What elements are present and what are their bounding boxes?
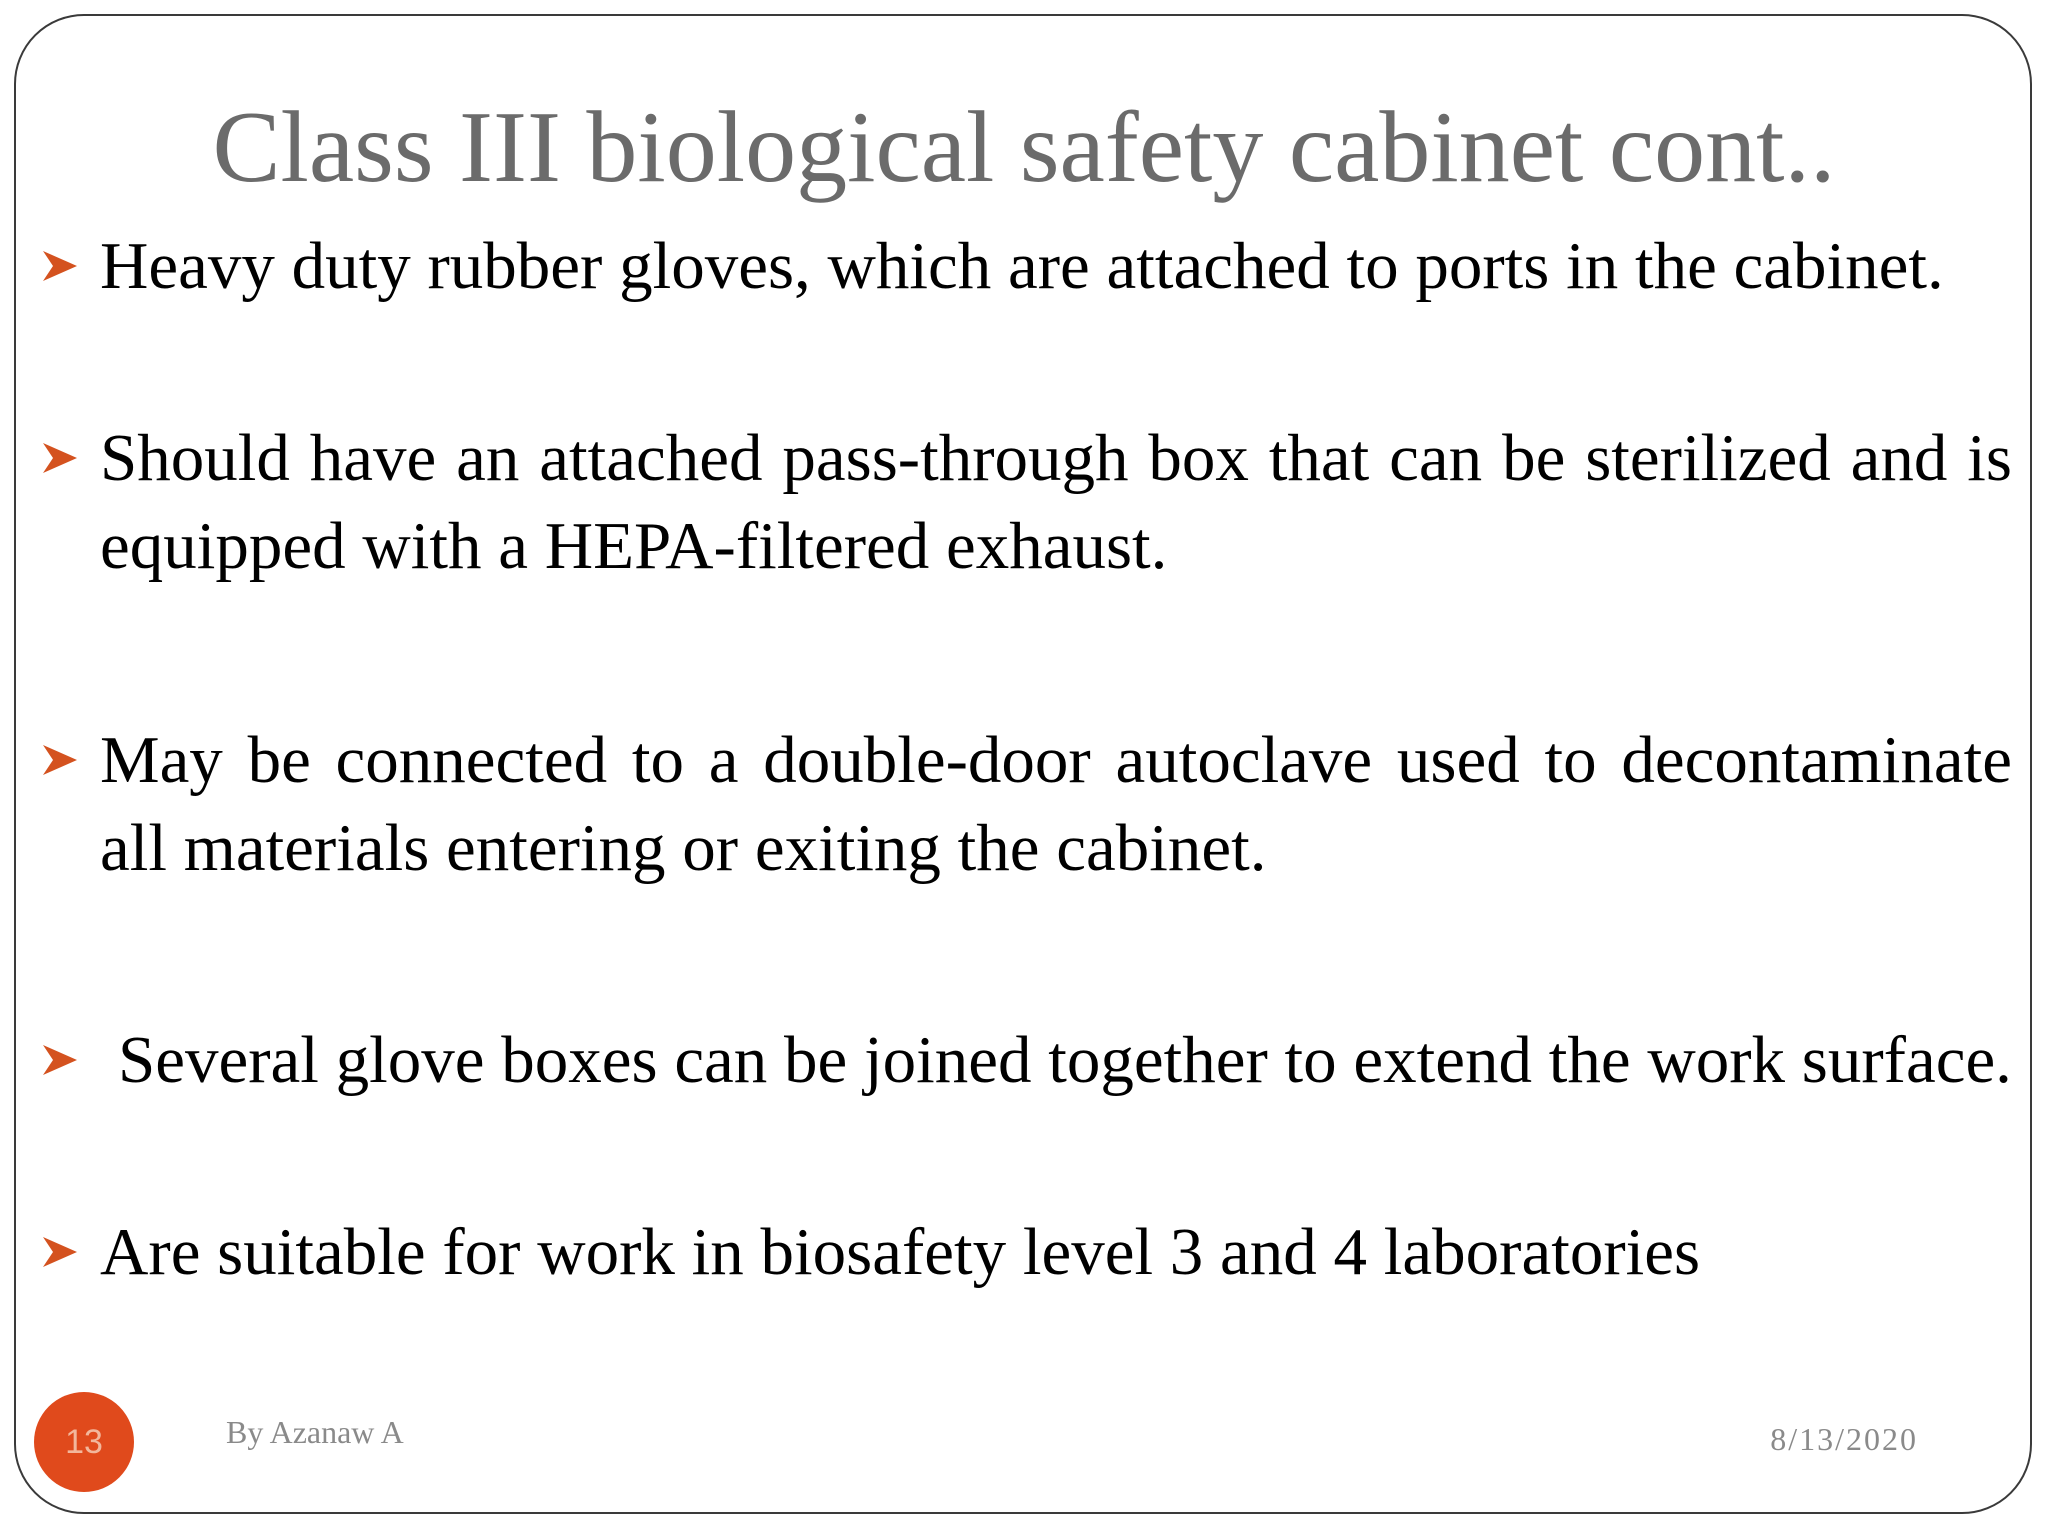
- footer-date: 8/13/2020: [1770, 1421, 1918, 1457]
- bullet-item: [40, 222, 2012, 310]
- arrowhead-bullet-icon: [40, 1208, 100, 1296]
- arrowhead-bullet-icon: [40, 414, 100, 502]
- footer-author: By Azanaw A: [226, 1414, 404, 1450]
- bullet-text: Should have an attached pass-through box that can be sterilized and is equipped with a HEPA-filtered exhaust.: [100, 421, 2012, 583]
- bullet-text: Heavy duty rubber gloves, which are attached to ports in the cabinet.: [100, 229, 1944, 303]
- bullet-item: [40, 1016, 2012, 1104]
- slide-title: Class III biological safety cabinet cont..: [212, 91, 1836, 204]
- bullet-item: [40, 1208, 2012, 1296]
- bullet-text: Are suitable for work in biosafety level 3 and 4 laboratories: [100, 1215, 1701, 1289]
- bullet-text: May be connected to a double-door autoclave used to decontaminate all materials entering or exiting the cabinet.: [100, 723, 2012, 885]
- bullet-text: Several glove boxes can be joined together to extend the work surface.: [118, 1023, 2012, 1097]
- arrowhead-bullet-icon: [40, 716, 100, 804]
- bullet-item: [40, 716, 2012, 892]
- arrowhead-bullet-icon: [40, 1016, 100, 1104]
- slide-number-badge: 13: [34, 1392, 134, 1492]
- arrowhead-bullet-icon: [40, 222, 100, 310]
- bullet-item: [40, 414, 2012, 590]
